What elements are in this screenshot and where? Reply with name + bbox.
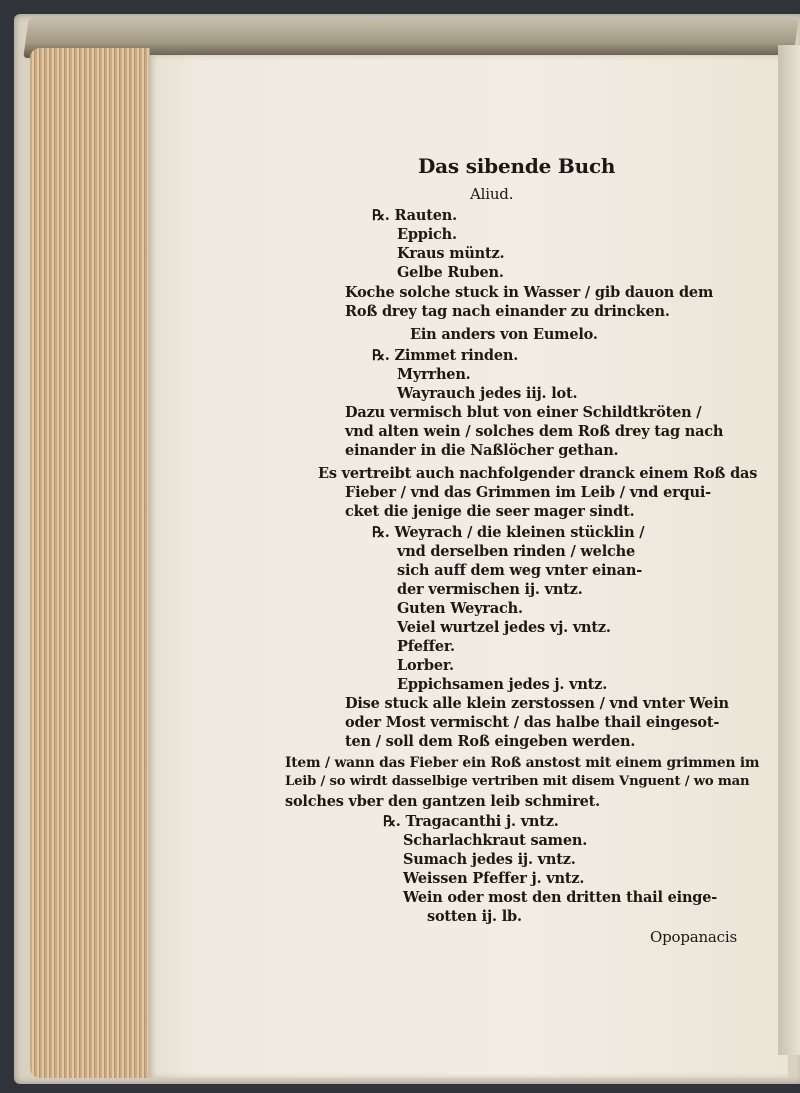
text-line: Veiel wurtzel jedes vj. vntz. xyxy=(397,619,611,636)
text-line: Sumach jedes ij. vntz. xyxy=(403,851,576,868)
text-line: Wayrauch jedes iij. lot. xyxy=(397,385,578,402)
text-line: Roß drey tag nach einander zu drincken. xyxy=(345,303,670,320)
text-line: ℞. Weyrach / die kleinen stücklin / xyxy=(372,524,645,541)
text-line: Gelbe Ruben. xyxy=(397,264,504,281)
text-line: Wein oder most den dritten thail einge- xyxy=(403,889,718,906)
text-line: der vermischen ij. vntz. xyxy=(397,581,583,598)
text-line: sotten ij. lb. xyxy=(427,908,522,925)
text-line: oder Most vermischt / das halbe thail eingesot- xyxy=(345,714,720,731)
text-line: Es vertreibt auch nachfolgender dranck einem Roß das xyxy=(318,465,758,482)
text-line: Leib / so wirdt dasselbige vertriben mit disem Vnguent / wo man xyxy=(285,774,750,789)
text-line: Weissen Pfeffer j. vntz. xyxy=(403,870,585,887)
text-line: ℞. Tragacanthi j. vntz. xyxy=(383,813,559,830)
running-title: Das sibende Buch xyxy=(418,154,616,178)
text-line: Scharlachkraut samen. xyxy=(403,832,588,849)
text-line: solches vber den gantzen leib schmiret. xyxy=(285,793,601,810)
text-line: Ein anders von Eumelo. xyxy=(410,326,598,343)
text-line: Eppich. xyxy=(397,226,457,243)
text-line: Dise stuck alle klein zerstossen / vnd vnter Wein xyxy=(345,695,729,712)
text-line: Item / wann das Fieber ein Roß anstost mit einem grimmen im xyxy=(285,755,760,771)
text-line: Guten Weyrach. xyxy=(397,600,523,617)
text-line: Kraus müntz. xyxy=(397,245,505,262)
text-line: Koche solche stuck in Wasser / gib dauon dem xyxy=(345,284,714,301)
text-line: Myrrhen. xyxy=(397,366,471,383)
catchword: Opopanacis xyxy=(650,928,737,946)
text-line: ℞. Zimmet rinden. xyxy=(372,347,519,364)
text-line: Dazu vermisch blut von einer Schildtkröten / xyxy=(345,404,702,421)
text-line: Eppichsamen jedes j. vntz. xyxy=(397,676,608,693)
text-line: Fieber / vnd das Grimmen im Leib / vnd erqui- xyxy=(345,484,711,501)
text-line: einander in die Naßlöcher gethan. xyxy=(345,442,619,459)
text-line: ℞. Rauten. xyxy=(372,207,457,224)
text-line: vnd alten wein / solches dem Roß drey tag nach xyxy=(345,423,724,440)
text-line: cket die jenige die seer mager sindt. xyxy=(345,503,635,520)
text-line: vnd derselben rinden / welche xyxy=(397,543,636,560)
section-heading: Aliud. xyxy=(470,185,514,203)
text-line: ten / soll dem Roß eingeben werden. xyxy=(345,733,636,750)
text-line: Lorber. xyxy=(397,657,454,674)
text-line: Pfeffer. xyxy=(397,638,455,655)
text-line: sich auff dem weg vnter einan- xyxy=(397,562,643,579)
